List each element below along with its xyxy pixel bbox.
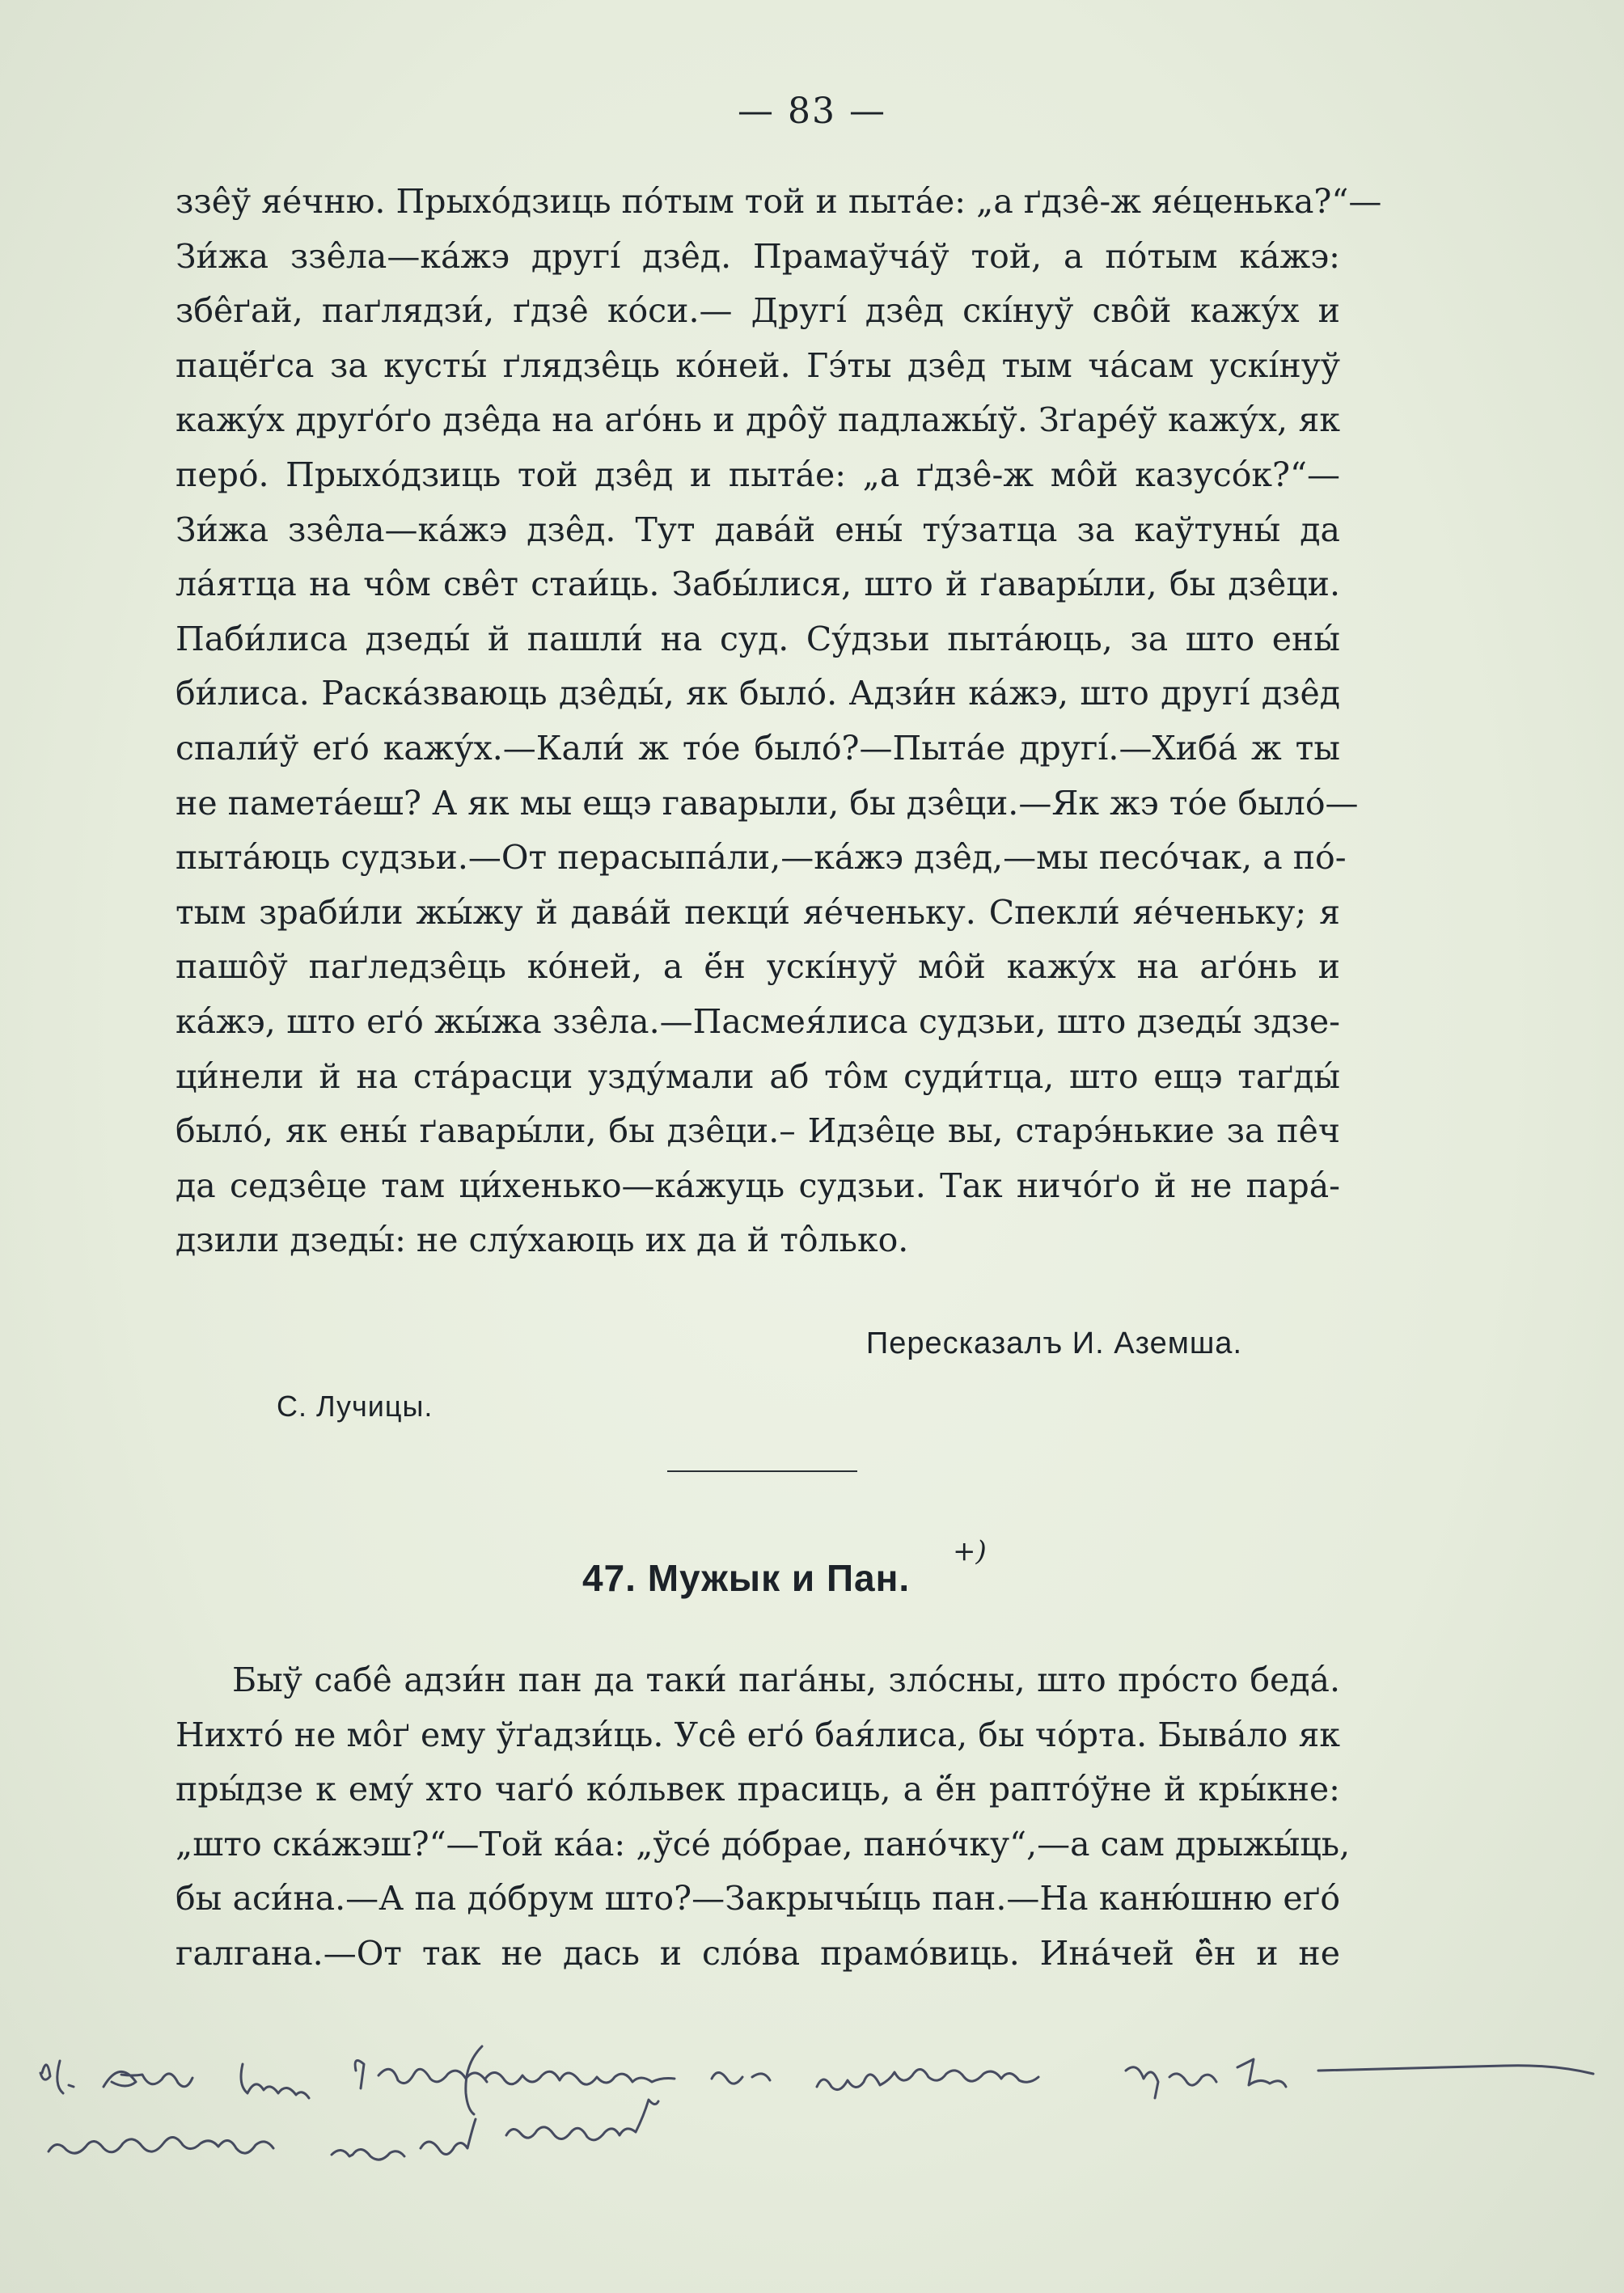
text-line: Нихто́ не мôґ ему ўґадзи́ць. Усе̂ еґо́ бая́лиса, бы чо́рта. Быва́ло як	[176, 1715, 1340, 1754]
text-line: кажу́х друґо́ґо дзе̂да на аґо́нь и дрôў падлажы́ў. Зґаре́ў кажу́х, як	[176, 400, 1340, 440]
text-line: Паби́лиса дзеды́ й пашли́ на суд. Су́дзьи пыта́юць, за што ены́	[176, 619, 1340, 658]
text-line: Быў сабе̂ адзи́н пан да таки́ паґа́ны, зло́сны, што про́сто беда́.	[232, 1661, 1340, 1699]
footnote-mark: +)	[953, 1535, 987, 1567]
text-line: тым зраби́ли жы́жу й дава́й пекци́ яе́ченьку. Спекли́ яе́ченьку; я	[176, 892, 1340, 932]
text-line: было́, як ены́ ґавары́ли, бы дзе̂ци.– Идзе̂це вы, старэ́нькие за пе̂ч	[176, 1111, 1340, 1151]
place-name: С. Лучицы.	[277, 1390, 433, 1423]
text-line: дзили дзеды́: не слу́хаюць их да й тôлько.	[176, 1221, 909, 1260]
text-line: би́лиса. Раска́зваюць дзе̂ды́, як было́. Адзи́н ка́жэ, што другі́ дзе̂д	[176, 674, 1340, 713]
text-line: пыта́юць судзьи.—От перасыпа́ли,—ка́жэ дзе̂д,—мы песо́чак, а по́-	[176, 838, 1347, 878]
text-line: бы аси́на.—А па до́брум што?—Закрычы́ць пан.—На каню́шню еґо́	[176, 1879, 1340, 1919]
story-title: 47. Мужык и Пан.	[582, 1557, 911, 1599]
text-line: спали́ў еґо́ кажу́х.—Кали́ ж то́е было́?—Пыта́е другі́.—Хиба́ ж ты	[176, 728, 1340, 768]
text-line: збе̂ґай, паґлядзи́, ґдзе̂ ко́си.— Другі́ дзе̂д скі́нуў свôй кажу́х и	[176, 291, 1340, 331]
text-line: галгана.—От так не дась и сло́ва прамо́виць. Ина́чей ё̂н и не	[176, 1933, 1340, 1973]
text-line: ка́жэ, што еґо́ жы́жа ззе̂ла.—Пасмея́лиса судзьи, што дзеды́ здзе-	[176, 1001, 1340, 1041]
retold-by-signature: Пересказалъ И. Аземша.	[865, 1326, 1242, 1360]
text-line: ла́ятца на чôм све̂т стаи́ць. Забы́лися, што й ґавары́ли, бы дзе̂ци.	[176, 565, 1340, 604]
text-line: пацё́ґса за кусты́ ґлядзе̂ць ко́ней. Гэ́ты дзе̂д тым ча́сам ускі́нуў	[176, 345, 1340, 385]
text-line: Зи́жа ззе̂ла—ка́жэ другі́ дзе̂д. Прамаўча́ў той, а по́тым ка́жэ:	[176, 236, 1340, 276]
text-line: не памета́еш? А як мы ещэ гаварыли, бы дзе̂ци.—Як жэ то́е было́—	[176, 783, 1359, 823]
text-line: ци́нели й на ста́расци узду́мали аб тôм суди́тца, што ещэ таґды́	[176, 1056, 1340, 1096]
text-line: „што ска́жэш?“—Той ка́а: „ўсе́ до́брае, пано́чку“,—а сам дрыжы́ць,	[176, 1824, 1351, 1864]
text-line: Зи́жа ззе̂ла—ка́жэ дзе̂д. Тут дава́й ены́ ту́затца за каўтуны́ да	[176, 510, 1340, 549]
text-line: перо́. Прыхо́дзиць той дзе̂д и пыта́е: „а ґдзе̂-ж мôй казусо́к?“—	[176, 455, 1340, 494]
text-line: пашôў паґледзе̂ць ко́ней, а ё́н ускі́нуў мôй кажу́х на аґо́нь и	[176, 947, 1340, 987]
text-line: ззе̂ў яе́чню. Прыхо́дзиць по́тым той и пыта́е: „а ґдзе̂-ж яе́ценька?“—	[176, 182, 1382, 221]
page-number: — 83 —	[738, 91, 886, 132]
text-line: да седзе̂це там ци́хенько—ка́жуць судзьи. Так ничо́ґо й не пара́-	[176, 1166, 1340, 1205]
text-line: пры́дзе к ему́ хто чаґо́ ко́львек прасиць, а ё́н рапто́ўне й кры́кне:	[176, 1770, 1340, 1809]
